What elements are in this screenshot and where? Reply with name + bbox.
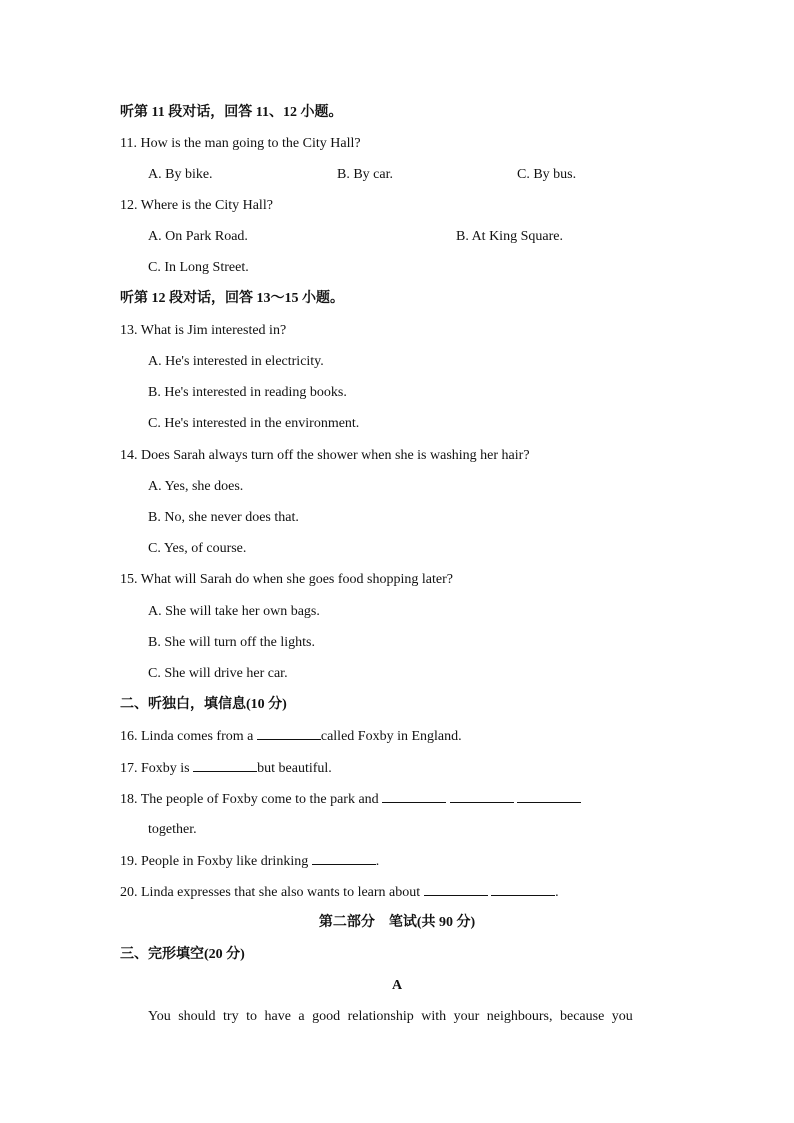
- question-11-stem: 11. How is the man going to the City Hall?: [120, 136, 361, 151]
- question-15-option-a: A. She will take her own bags.: [148, 604, 320, 619]
- question-15-stem: 15. What will Sarah do when she goes food shopping later?: [120, 572, 453, 587]
- question-13-option-a: A. He's interested in electricity.: [148, 354, 324, 369]
- question-20: [120, 883, 559, 902]
- question-19-text-end: .: [375, 854, 380, 869]
- section-heading-dialogue-12: 听第 12 段对话，回答 13～15 小题。: [120, 291, 344, 306]
- answer-blank[interactable]: [312, 852, 376, 865]
- section-heading-monologue: 二、听独白，填信息(10 分): [120, 697, 287, 712]
- part-two-title: 第二部分 笔试(共 90 分): [318, 915, 476, 930]
- question-18-continuation: together.: [148, 822, 197, 837]
- answer-blank[interactable]: [517, 790, 581, 803]
- question-18-text: 18. The people of Foxby come to the park and: [120, 792, 383, 807]
- question-20-text-end: .: [555, 885, 559, 900]
- question-15-option-b: B. She will turn off the lights.: [148, 635, 315, 650]
- answer-blank[interactable]: [491, 883, 555, 896]
- question-12-stem: 12. Where is the City Hall?: [120, 198, 273, 213]
- question-14-stem: 14. Does Sarah always turn off the shower when she is washing her hair?: [120, 448, 530, 463]
- question-14-option-b: B. No, she never does that.: [148, 510, 299, 525]
- question-16-text-end: called Foxby in England.: [320, 729, 462, 744]
- answer-blank[interactable]: [193, 759, 257, 772]
- question-14-option-a: A. Yes, she does.: [148, 479, 244, 494]
- question-12-option-b: B. At King Square.: [456, 229, 563, 244]
- passage-first-line: You should try to have a good relationship with your neighbours, because you: [148, 1009, 633, 1024]
- question-16-text: 16. Linda comes from a: [120, 729, 257, 744]
- question-19-text: 19. People in Foxby like drinking: [120, 854, 312, 869]
- answer-blank[interactable]: [382, 790, 446, 803]
- question-17-text-end: but beautiful.: [257, 761, 332, 776]
- answer-blank[interactable]: [424, 883, 488, 896]
- question-13-option-c: C. He's interested in the environment.: [148, 416, 360, 431]
- section-heading-cloze: 三、完形填空(20 分): [120, 947, 245, 962]
- answer-blank[interactable]: [257, 727, 321, 740]
- question-11-option-b: B. By car.: [337, 167, 393, 182]
- question-12-option-a: A. On Park Road.: [148, 229, 248, 244]
- question-13-stem: 13. What is Jim interested in?: [120, 323, 287, 338]
- question-18: [120, 790, 581, 809]
- answer-blank[interactable]: [450, 790, 514, 803]
- question-19: [120, 852, 379, 871]
- question-17-text: 17. Foxby is: [120, 761, 194, 776]
- question-13-option-b: B. He's interested in reading books.: [148, 385, 347, 400]
- question-17: [120, 759, 332, 778]
- question-20-text: 20. Linda expresses that she also wants to learn about: [120, 885, 424, 900]
- question-11-option-c: C. By bus.: [517, 167, 577, 182]
- question-15-option-c: C. She will drive her car.: [148, 666, 288, 681]
- section-heading-dialogue-11: 听第 11 段对话，回答 11、12 小题。: [120, 105, 343, 120]
- question-11-option-a: A. By bike.: [148, 167, 213, 182]
- question-14-option-c: C. Yes, of course.: [148, 541, 247, 556]
- passage-label: A: [391, 978, 403, 993]
- question-12-option-c: C. In Long Street.: [148, 260, 249, 275]
- question-16: [120, 727, 462, 746]
